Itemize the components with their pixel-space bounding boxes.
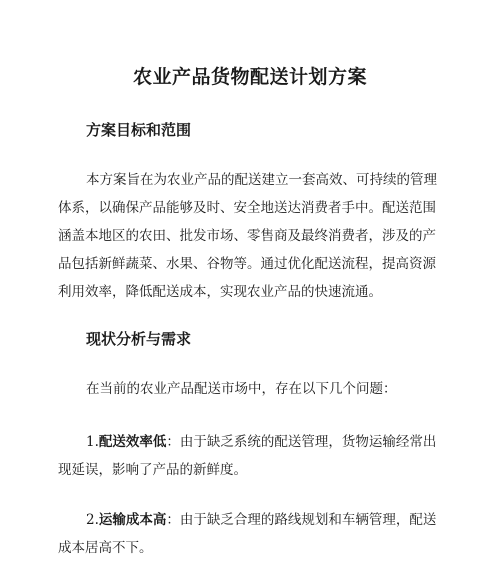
list-item — [58, 428, 446, 484]
document-title: 农业产品货物配送计划方案 — [132, 66, 367, 88]
section-heading-goals: 方案目标和范围 — [86, 121, 192, 139]
list-item-number: 1. — [86, 434, 99, 450]
section-paragraph-goals: 本方案旨在为农业产品的配送建立一套高效、可持续的管理体系，以确保产品能够及时、安全地送达消费者手中。配送范围涵盖本地区的农田、批发市场、零售商及最终消费者，涉及的产品包括新鲜蔬菜、水果、谷物等。通过优化配送流程，提高资源利用效率，降低配送成本，实现农业产品的快速流通。 — [58, 172, 437, 300]
section-paragraph-analysis: 在当前的农业产品配送市场中，存在以下几个问题： — [86, 381, 397, 397]
list-item-label: 配送效率低 — [98, 434, 167, 450]
list-item-number: 2. — [86, 512, 99, 528]
list-item-label: 运输成本高 — [98, 512, 167, 528]
section-heading-analysis: 现状分析与需求 — [86, 330, 192, 348]
list-item-text: ：由于缺乏系统的配送管理，货物运输经常出现延误，影响了产品的新鲜度。 — [58, 434, 437, 478]
list-item — [58, 506, 446, 562]
list-item-text: ：由于缺乏合理的路线规划和车辆管理，配送成本居高不下。 — [58, 512, 437, 556]
